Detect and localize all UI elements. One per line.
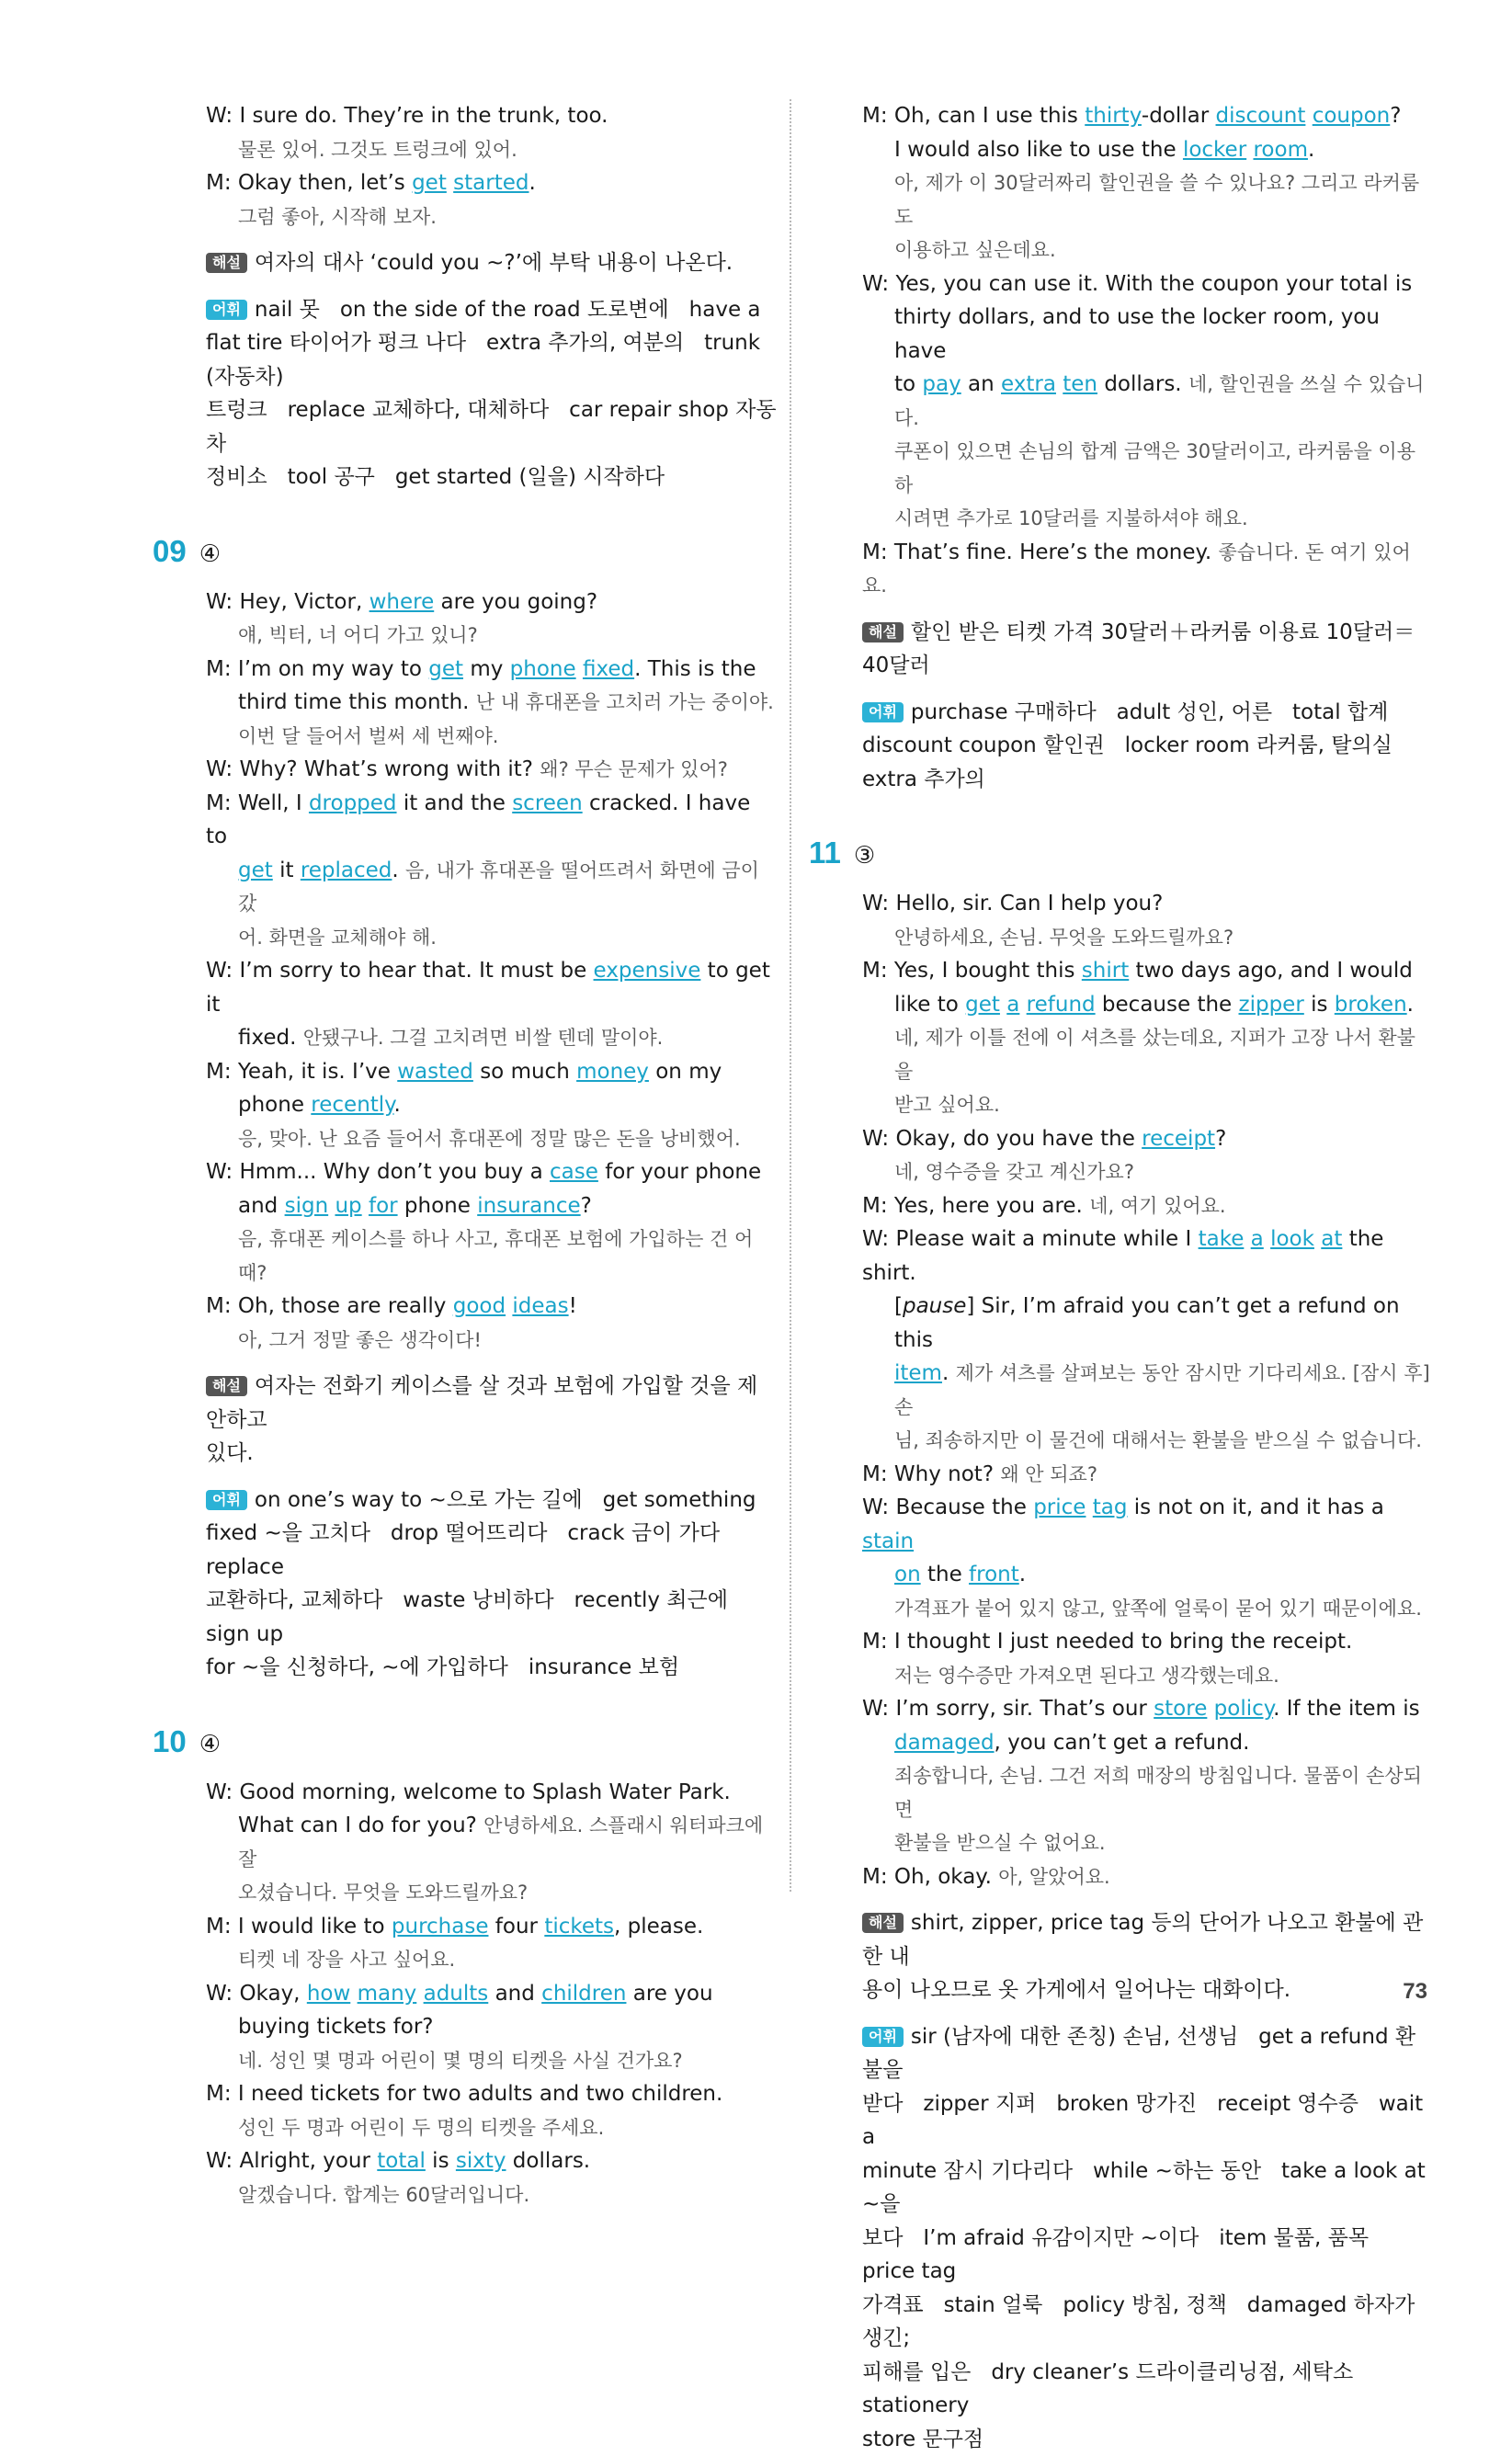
blank-word: coupon xyxy=(1313,104,1391,128)
blank-word: discount xyxy=(1216,104,1306,128)
translation-line: 죄송합니다, 손님. 그건 저희 매장의 방침입니다. 물품이 손상되면 xyxy=(862,1759,1432,1826)
dialogue-line: W: Good morning, welcome to Splash Water Park. xyxy=(206,1776,778,1810)
blank-word: at xyxy=(1321,1227,1342,1251)
dialogue-line: I would also like to use the locker room. xyxy=(862,133,1432,167)
translation-line: 안녕하세요, 손님. 무엇을 도와드릴까요? xyxy=(862,921,1432,955)
blank-word: tickets xyxy=(544,1915,614,1939)
translation-line: 받고 싶어요. xyxy=(862,1088,1432,1122)
dialogue-line: W: Hmm... Why don’t you buy a case for your phone xyxy=(206,1155,778,1189)
dialogue-line: M: Oh, those are really good ideas! xyxy=(206,1290,778,1324)
question-number: 10 xyxy=(153,1724,187,1758)
dialogue-line: M: Oh, okay. 아, 알았어요. xyxy=(862,1860,1432,1894)
dialogue-line: get it replaced. 음, 내가 휴대폰을 떨어뜨려서 화면에 금이 갔 xyxy=(206,854,778,921)
translation-line: 음, 휴대폰 케이스를 하나 사고, 휴대폰 보험에 가입하는 건 어때? xyxy=(206,1222,778,1290)
dialogue-line: W: Please wait a minute while I take a look at the shirt. xyxy=(862,1222,1432,1290)
explanation: 해설 여자의 대사 ‘could you ~?’에 부탁 내용이 나온다. xyxy=(206,246,778,280)
dialogue-line: item. 제가 셔츠를 살펴보는 동안 잠시만 기다리세요. [잠시 후] 손 xyxy=(862,1357,1432,1424)
blank-word: take xyxy=(1199,1227,1245,1251)
blank-word: wasted xyxy=(397,1060,473,1084)
translation-line: 네, 제가 이틀 전에 이 셔츠를 샀는데요, 지퍼가 고장 나서 환불을 xyxy=(862,1021,1432,1088)
translation-line: 그럼 좋아, 시작해 보자. xyxy=(206,200,778,234)
dialogue-line: M: I’m on my way to get my phone fixed. This is the xyxy=(206,653,778,687)
dialogue-line: fixed. 안됐구나. 그걸 고치려면 비쌀 텐데 말이야. xyxy=(206,1021,778,1055)
blank-word: thirty xyxy=(1085,104,1142,128)
blank-word: recently xyxy=(311,1093,393,1117)
translation-line: 아, 제가 이 30달러짜리 할인권을 쓸 수 있나요? 그리고 라커룸도 xyxy=(862,166,1432,233)
dialogue-line: W: Because the price tag is not on it, and it has a stain xyxy=(862,1491,1432,1558)
translation-line: 성인 두 명과 어린이 두 명의 티켓을 주세요. xyxy=(206,2111,778,2145)
blank-word: purchase xyxy=(392,1915,489,1939)
translation-line: 가격표가 붙어 있지 않고, 앞쪽에 얼룩이 묻어 있기 때문이에요. xyxy=(862,1592,1432,1626)
column-divider xyxy=(790,99,791,1892)
blank-word: price xyxy=(1033,1495,1086,1519)
blank-word: money xyxy=(576,1060,649,1084)
translation-line: 네. 성인 몇 명과 어린이 몇 명의 티켓을 사실 건가요? xyxy=(206,2044,778,2078)
blank-word: locker xyxy=(1183,138,1246,162)
translation-line: 이용하고 싶은데요. xyxy=(862,233,1432,267)
dialogue-line: W: I sure do. They’re in the trunk, too. xyxy=(206,99,778,133)
explanation-badge: 해설 xyxy=(206,253,247,273)
blank-word: broken xyxy=(1335,993,1407,1017)
dialogue-line: M: I thought I just needed to bring the receipt. xyxy=(862,1625,1432,1659)
blank-word: where xyxy=(369,590,435,614)
dialogue-line: W: Why? What’s wrong with it? 왜? 무슨 문제가 있어? xyxy=(206,753,778,787)
dialogue-line: W: Okay, do you have the receipt? xyxy=(862,1122,1432,1156)
explanation: 해설 shirt, zipper, price tag 등의 단어가 나오고 환불에 관한 내 용이 나오므로 옷 가게에서 일어나는 대화이다. xyxy=(862,1906,1432,2007)
page-number: 73 xyxy=(1403,1979,1427,2005)
blank-word: item xyxy=(894,1361,942,1385)
translation-line: 님, 죄송하지만 이 물건에 대해서는 환불을 받으실 수 없습니다. xyxy=(862,1424,1432,1458)
blank-word: front xyxy=(969,1563,1019,1586)
dialogue-line: W: Yes, you can use it. With the coupon your total is xyxy=(862,267,1432,301)
blank-word: a xyxy=(1006,993,1019,1017)
dialogue-line: W: I’m sorry to hear that. It must be expensive to get it xyxy=(206,954,778,1021)
dialogue-line: thirty dollars, and to use the locker room, you have xyxy=(862,301,1432,368)
explanation: 해설 할인 받은 티켓 가격 30달러＋라커룸 이용료 10달러＝40달러 xyxy=(862,616,1432,683)
question-header-10 xyxy=(153,1722,778,1765)
blank-word: how xyxy=(307,1982,350,2006)
translation-line: 티켓 네 장을 사고 싶어요. xyxy=(206,1943,778,1977)
question-number: 11 xyxy=(809,836,841,870)
blank-word: stain xyxy=(862,1529,914,1553)
translation-line: 아, 그거 정말 좋은 생각이다! xyxy=(206,1324,778,1358)
dialogue-line: M: Okay then, let’s get started. xyxy=(206,166,778,200)
left-column xyxy=(206,99,778,2212)
question-header-11 xyxy=(809,833,1432,876)
blank-word: children xyxy=(541,1982,626,2006)
blank-word: up xyxy=(335,1194,361,1218)
blank-word: get xyxy=(412,171,447,195)
right-column xyxy=(862,99,1432,2456)
blank-word: zipper xyxy=(1239,993,1304,1017)
dialogue-line: like to get a refund because the zipper is broken. xyxy=(862,988,1432,1022)
blank-word: sixty xyxy=(456,2149,506,2173)
dialogue-line: [pause] Sir, I’m afraid you can’t get a refund on this xyxy=(862,1290,1432,1357)
blank-word: screen xyxy=(512,791,582,815)
blank-word: policy xyxy=(1214,1697,1273,1721)
dialogue-line: M: Yeah, it is. I’ve wasted so much money on my xyxy=(206,1055,778,1089)
blank-word: good xyxy=(453,1294,506,1318)
dialogue-line: M: Well, I dropped it and the screen cracked. I have to xyxy=(206,787,778,854)
translation-line: 어. 화면을 교체해야 해. xyxy=(206,921,778,955)
dialogue-line: M: Oh, can I use this thirty-dollar discount coupon? xyxy=(862,99,1432,133)
dialogue-line: damaged, you can’t get a refund. xyxy=(862,1726,1432,1760)
blank-word: many xyxy=(358,1982,417,2006)
dialogue-line: third time this month. 난 내 휴대폰을 고치러 가는 중이야. xyxy=(206,686,778,720)
blank-word: extra xyxy=(1001,372,1056,396)
dialogue-line: W: Alright, your total is sixty dollars. xyxy=(206,2144,778,2178)
blank-word: refund xyxy=(1027,993,1096,1017)
vocabulary: 어휘 on one’s way to ~으로 가는 길에 get something fixed ~을 고치다 drop 떨어뜨리다 crack 금이 가다 replace 교환하다, 교체하다 waste 낭비하다 recently 최근에 sign up for ~을 신청하다, ~에 가입하다 insurance 보험 xyxy=(206,1484,778,1685)
blank-word: fixed xyxy=(583,657,634,681)
blank-word: expensive xyxy=(594,959,701,983)
dialogue-line: and sign up for phone insurance? xyxy=(206,1189,778,1223)
dialogue-line: to pay an extra ten dollars. 네, 할인권을 쓰실 수 있습니다. xyxy=(862,368,1432,435)
question-header-09 xyxy=(153,531,778,574)
blank-word: shirt xyxy=(1082,959,1129,983)
blank-word: get xyxy=(238,858,273,882)
blank-word: damaged xyxy=(894,1731,995,1755)
blank-word: on xyxy=(894,1563,921,1586)
blank-word: insurance xyxy=(477,1194,580,1218)
blank-word: pay xyxy=(922,372,961,396)
blank-word: total xyxy=(377,2149,426,2173)
blank-word: case xyxy=(550,1160,598,1184)
blank-word: look xyxy=(1270,1227,1314,1251)
dialogue-line: on the front. xyxy=(862,1558,1432,1592)
blank-word: sign xyxy=(285,1194,329,1218)
vocabulary: 어휘 purchase 구매하다 adult 성인, 어른 total 합계 discount coupon 할인권 locker room 라커룸, 탈의실 extra 추가의 xyxy=(862,696,1432,797)
dialogue-line: M: That’s fine. Here’s the money. 좋습니다. 돈 여기 있어요. xyxy=(862,536,1432,603)
vocab-badge: 어휘 xyxy=(206,300,247,320)
dialogue-line: M: I would like to purchase four tickets, please. xyxy=(206,1910,778,1944)
blank-word: phone xyxy=(510,657,576,681)
translation-line: 응, 맞아. 난 요즘 들어서 휴대폰에 정말 많은 돈을 낭비했어. xyxy=(206,1122,778,1156)
translation-line: 저는 영수증만 가져오면 된다고 생각했는데요. xyxy=(862,1659,1432,1693)
blank-word: get xyxy=(965,993,1000,1017)
dialogue-line: W: Okay, how many adults and children are you xyxy=(206,1977,778,2011)
dialogue-line: M: Why not? 왜 안 되죠? xyxy=(862,1458,1432,1492)
translation-line: 얘, 빅터, 너 어디 가고 있니? xyxy=(206,619,778,653)
dialogue-line: phone recently. xyxy=(206,1088,778,1122)
translation-line: 오셨습니다. 무엇을 도와드릴까요? xyxy=(206,1876,778,1910)
dialogue-line: W: I’m sorry, sir. That’s our store policy. If the item is xyxy=(862,1692,1432,1726)
blank-word: ideas xyxy=(512,1294,568,1318)
dialogue-line: W: Hey, Victor, where are you going? xyxy=(206,586,778,620)
blank-word: store xyxy=(1154,1697,1207,1721)
blank-word: a xyxy=(1251,1227,1264,1251)
blank-word: adults xyxy=(424,1982,489,2006)
blank-word: ten xyxy=(1063,372,1097,396)
blank-word: get xyxy=(428,657,463,681)
question-number: 09 xyxy=(153,534,187,568)
dialogue-line: buying tickets for? xyxy=(206,2010,778,2044)
blank-word: replaced xyxy=(301,858,392,882)
blank-word: room xyxy=(1253,138,1308,162)
explanation: 해설 여자는 전화기 케이스를 살 것과 보험에 가입할 것을 제안하고 있다. xyxy=(206,1370,778,1471)
blank-word: for xyxy=(369,1194,398,1218)
blank-word: receipt xyxy=(1142,1127,1215,1151)
translation-line: 이번 달 들어서 벌써 세 번째야. xyxy=(206,720,778,754)
translation-line: 환불을 받으실 수 없어요. xyxy=(862,1826,1432,1860)
translation-line: 네, 영수증을 갖고 계신가요? xyxy=(862,1155,1432,1189)
blank-word: started xyxy=(453,171,529,195)
answer-mark: ④ xyxy=(199,540,221,568)
blank-word: dropped xyxy=(309,791,397,815)
blank-word: tag xyxy=(1093,1495,1128,1519)
translation-line: 쿠폰이 있으면 손님의 합계 금액은 30달러이고, 라커룸을 이용하 xyxy=(862,435,1432,502)
dialogue-line: What can I do for you? 안녕하세요. 스플래시 워터파크에 잘 xyxy=(206,1809,778,1876)
dialogue-line: M: Yes, here you are. 네, 여기 있어요. xyxy=(862,1189,1432,1223)
translation-line: 시려면 추가로 10달러를 지불하셔야 해요. xyxy=(862,502,1432,536)
translation-line: 알겠습니다. 합계는 60달러입니다. xyxy=(206,2178,778,2212)
translation-line: 물론 있어. 그것도 트렁크에 있어. xyxy=(206,133,778,167)
vocabulary: 어휘 nail 못 on the side of the road 도로변에 have a flat tire 타이어가 펑크 나다 extra 추가의, 여분의 trunk (자동차) 트렁크 replace 교체하다, 대체하다 car repair shop 자동차 정비소 tool 공구 get started (일을) 시작하다 xyxy=(206,293,778,495)
dialogue-line: W: Hello, sir. Can I help you? xyxy=(862,887,1432,921)
vocabulary: 어휘 sir (남자에 대한 존칭) 손님, 선생님 get a refund 환불을 받다 zipper 지퍼 broken 망가진 receipt 영수증 wait a minute 잠시 기다리다 while ~하는 동안 take a look at ~을 보다 I’m afraid 유감이지만 ~이다 item 물품, 품목 price tag 가격표 stain 얼룩 policy 방침, 정책 damaged 하자가 생긴; 피해를 입은 dry cleaner’s 드라이클리닝점, 세탁소 stationery store 문구점 xyxy=(862,2020,1432,2456)
dialogue-line: M: I need tickets for two adults and two children. xyxy=(206,2077,778,2111)
answer-mark: ③ xyxy=(854,842,875,870)
answer-mark: ④ xyxy=(199,1731,221,1758)
dialogue-line: M: Yes, I bought this shirt two days ago, and I would xyxy=(862,954,1432,988)
